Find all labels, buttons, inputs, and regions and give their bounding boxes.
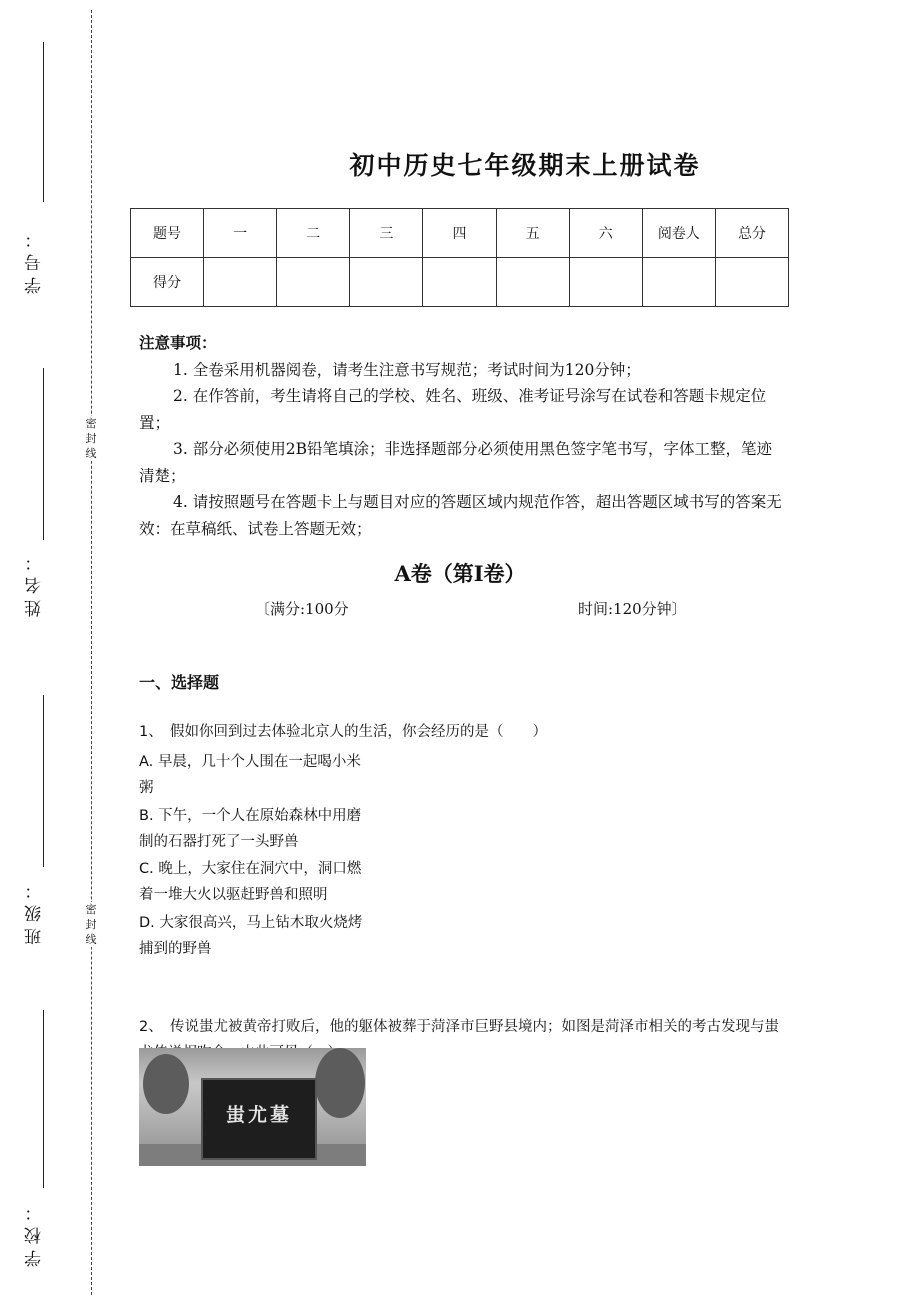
name-line <box>43 368 44 540</box>
name-label: 姓名： <box>25 548 45 617</box>
header-cell: 一 <box>204 209 277 258</box>
score-cell[interactable] <box>715 258 788 307</box>
option-b[interactable]: B. 下午，一个人在原始森林中用磨制的石器打死了一头野兽 <box>139 808 362 850</box>
question-1-stem: 1、 假如你回到过去体验北京人的生活，你会经历的是（ ） <box>139 724 547 740</box>
notes-block <box>139 330 784 542</box>
note-item: 1. 全卷采用机器阅卷，请考生注意书写规范；考试时间为120分钟； <box>173 360 641 379</box>
full-score: 〔满分:100分 <box>255 600 349 618</box>
section-title: A卷（第I卷） <box>394 561 526 586</box>
notes-heading: 注意事项： <box>139 333 217 352</box>
class-label: 班级： <box>25 876 45 945</box>
score-cell[interactable] <box>350 258 423 307</box>
header-cell: 总分 <box>715 209 788 258</box>
note-item: 2. 在作答前，考生请将自己的学校、姓名、班级、准考证号涂写在试卷和答题卡规定位置； <box>139 387 767 432</box>
exam-time: 时间:120分钟〕 <box>578 600 687 618</box>
school-line <box>43 1010 44 1188</box>
student-id-label: 学号： <box>25 225 45 294</box>
header-cell: 题号 <box>131 209 204 258</box>
note-item: 4. 请按照题号在答题卡上与题目对应的答题区域内规范作答，超出答题区域书写的答案无效：在草稿纸、试卷上答题无效； <box>139 493 782 538</box>
score-cell[interactable] <box>204 258 277 307</box>
option-d[interactable]: D. 大家很高兴，马上钻木取火烧烤捕到的野兽 <box>139 915 363 957</box>
question-2-stem: 2、 传说蚩尤被黄帝打败后，他的躯体被葬于菏泽市巨野县境内；如图是菏泽市相关的考古发现与蚩 <box>139 1019 779 1035</box>
header-cell: 五 <box>496 209 569 258</box>
tomb-photo <box>139 1048 366 1166</box>
school-label: 学校： <box>25 1198 45 1267</box>
seal-text-lower: 密封线 <box>85 903 97 946</box>
header-cell: 二 <box>277 209 350 258</box>
option-c[interactable]: C. 晚上，大家住在洞穴中，洞口燃着一堆大火以驱赶野兽和照明 <box>139 861 362 903</box>
score-table-header-row <box>131 209 789 258</box>
score-table <box>130 208 789 307</box>
seal-text-upper: 密封线 <box>85 417 97 460</box>
tombstone-inscription: 蚩尤墓 <box>225 1104 292 1126</box>
score-cell[interactable] <box>277 258 350 307</box>
header-cell: 四 <box>423 209 496 258</box>
tree-shape <box>315 1048 365 1118</box>
score-table-score-row <box>131 258 789 307</box>
option-a[interactable]: A. 早晨，几十个人围在一起喝小米粥 <box>139 754 361 796</box>
class-line <box>43 695 44 867</box>
header-cell: 三 <box>350 209 423 258</box>
seal-dashed-line <box>91 10 92 1295</box>
score-cell[interactable] <box>642 258 715 307</box>
score-cell[interactable] <box>496 258 569 307</box>
note-item: 3. 部分必须使用2B铅笔填涂；非选择题部分必须使用黑色签字笔书写，字体工整，笔迹清楚； <box>139 440 772 485</box>
score-cell[interactable] <box>569 258 642 307</box>
tree-shape <box>143 1054 189 1114</box>
header-cell: 六 <box>569 209 642 258</box>
tombstone <box>201 1078 317 1160</box>
exam-title: 初中历史七年级期末上册试卷 <box>349 151 701 180</box>
part-title: 一、选择题 <box>139 673 220 692</box>
score-cell[interactable] <box>423 258 496 307</box>
score-row-label: 得分 <box>131 258 204 307</box>
header-cell: 阅卷人 <box>642 209 715 258</box>
